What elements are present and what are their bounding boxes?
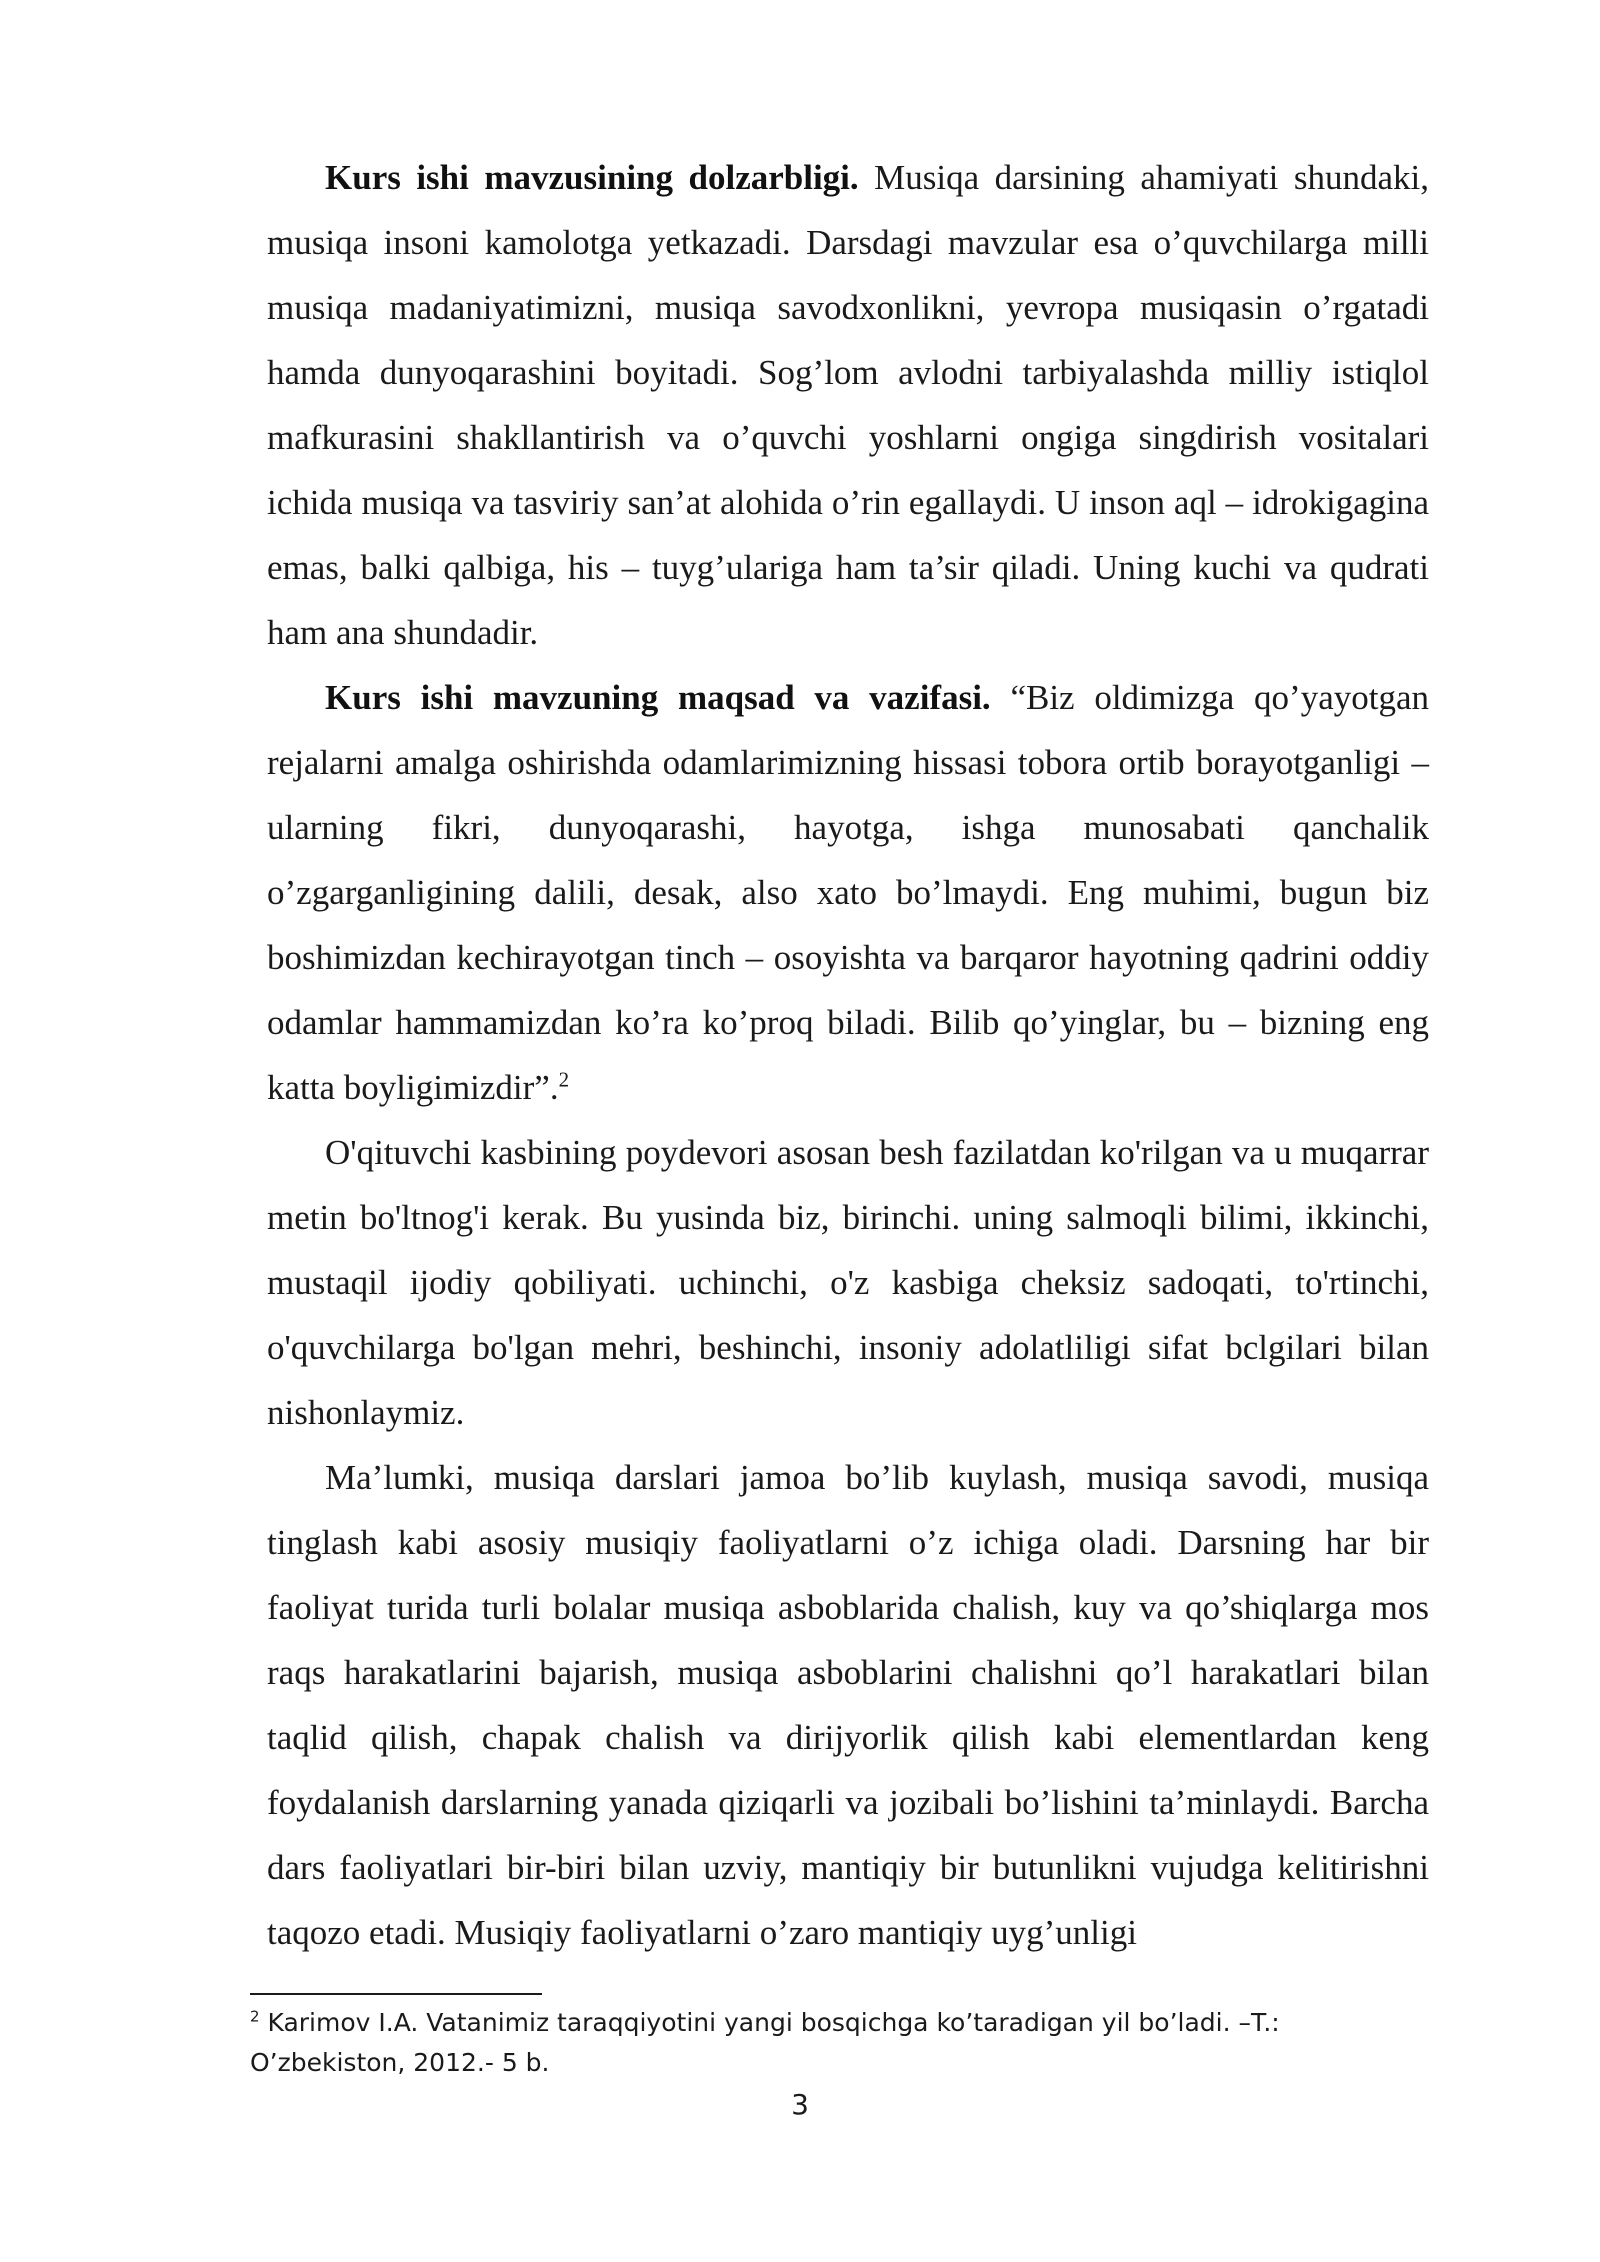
paragraph-relevance: [267, 145, 1429, 665]
heading-goals: Kurs ishi mavzuning maqsad va vazifasi.: [325, 678, 991, 717]
paragraph-relevance-text: Musiqa darsining ahamiyati shundaki, musiqa insoni kamolotga yetkazadi. Darsdagi mavzular esa o’quvchilarga milli musiqa madaniyatimizni, musiqa savodxonlikni, yevropa musiqasin o’rgatadi hamda dunyoqarashini boyitadi. Sog’lom avlodni tarbiyalashda milliy istiqlol mafkurasini shakllantirish va o’quvchi yoshlarni ongiga singdirish vositalari ichida musiqa va tasviriy san’at alohida o’rin egallaydi. U inson aql – idrokigagina emas, balki qalbiga, his – tuyg’ulariga ham ta’sir qiladi. Uning kuchi va qudrati ham ana shundadir.: [267, 158, 1430, 652]
paragraph-teacher-qualities-text: O'qituvchi kasbining poydevori asosan besh fazilatdan ko'rilgan va u muqarrar metin bo'ltnog'i kerak. Bu yusinda biz, birinchi. uning salmoqli bilimi, ikkinchi, mustaqil ijodiy qobiliyati. uchinchi, o'z kasbiga cheksiz sadoqati, to'rtinchi, o'quvchilarga bo'lgan mehri, beshinchi, insoniy adolatliligi sifat bclgilari bilan nishonlaymiz.: [267, 1133, 1429, 1432]
footnote-separator: [250, 1993, 542, 1995]
paragraph-teacher-qualities: [267, 1120, 1429, 1445]
page-number: 3: [791, 2088, 809, 2121]
footnote-reference: 2: [558, 1067, 570, 1092]
paragraph-music-lessons: [267, 1445, 1429, 1965]
footnote-text: Karimov I.A. Vatanimiz taraqqiyotini yangi bosqichga ko’taradigan yil bo’ladi. –T.: O’zbekiston, 2012.- 5 b.: [250, 2008, 1280, 2077]
heading-relevance: Kurs ishi mavzusining dolzarbligi.: [325, 158, 859, 197]
footnote-mark: 2: [250, 2007, 260, 2026]
footnote: [250, 2003, 1380, 2083]
paragraph-goals: [267, 665, 1429, 1120]
body-text: [267, 145, 1429, 1965]
paragraph-goals-text: “Biz oldimizga qo’yayotgan rejalarni amalga oshirishda odamlarimizning hissasi tobora ortib borayotganligi – ularning fikri, dunyoqarashi, hayotga, ishga munosabati qanchalik o’zgarganligining dalili, desak, also xato bo’lmaydi. Eng muhimi, bugun biz boshimizdan kechirayotgan tinch – osoyishta va barqaror hayotning qadrini oddiy odamlar hammamizdan ko’ra ko’proq biladi. Bilib qo’yinglar, bu – bizning eng katta boyligimizdir”.: [267, 678, 1430, 1107]
paragraph-music-lessons-text: Ma’lumki, musiqa darslari jamoa bo’lib kuylash, musiqa savodi, musiqa tinglash kabi asosiy musiqiy faoliyatlarni o’z ichiga oladi. Darsning har bir faoliyat turida turli bolalar musiqa asboblarida chalish, kuy va qo’shiqlarga mos raqs harakatlarini bajarish, musiqa asboblarini chalishni qo’l harakatlari bilan taqlid qilish, chapak chalish va dirijyorlik qilish kabi elementlardan keng foydalanish darslarning yanada qiziqarli va jozibali bo’lishini ta’minlaydi. Barcha dars faoliyatlari bir-biri bilan uzviy, mantiqiy bir butunlikni vujudga kelitirishni taqozo etadi. Musiqiy faoliyatlarni o’zaro mantiqiy uyg’unligi: [267, 1458, 1429, 1952]
